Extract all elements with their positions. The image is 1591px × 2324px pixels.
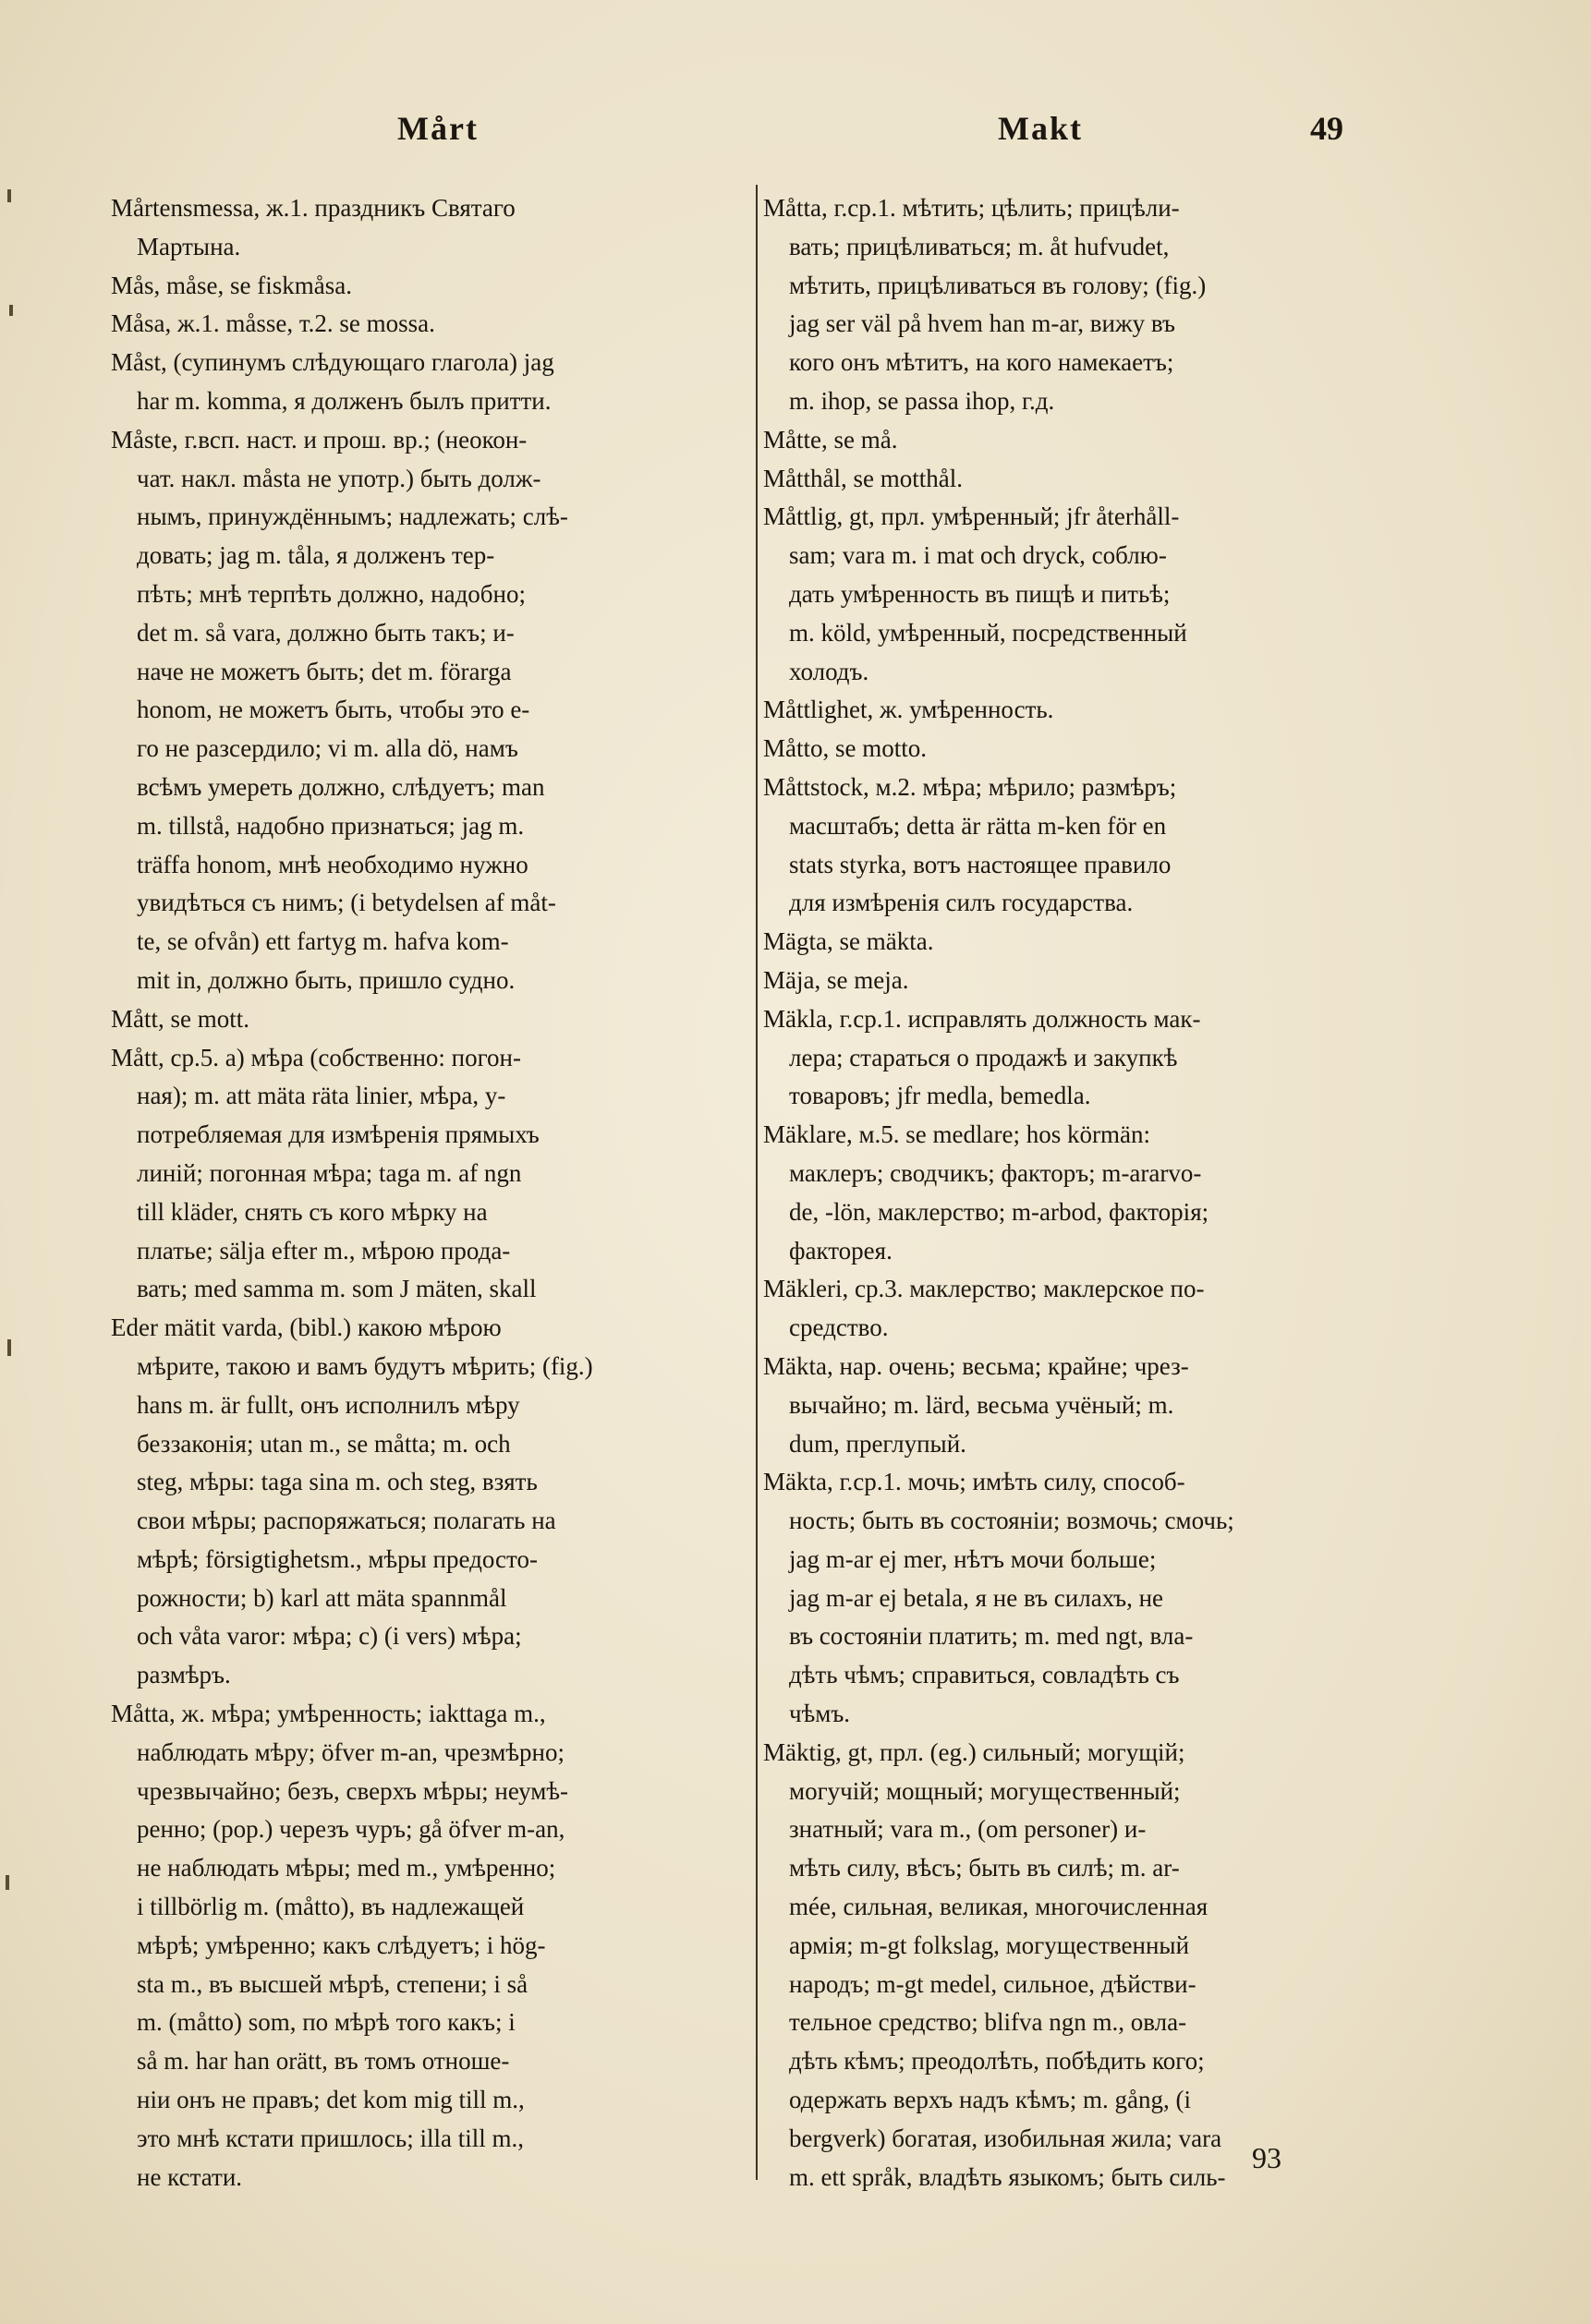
text-line: Måst, (супинумъ слѣдующаго глагола) jag [111, 348, 554, 377]
text-line: det m. så vara, должно быть такъ; и- [137, 618, 515, 647]
text-line: m. (måtto) som, по мѣрѣ того какъ; i [137, 2008, 516, 2037]
text-line: Mägta, se mäkta. [763, 927, 934, 956]
text-line: Mäklare, м.5. se medlare; hos körmän: [763, 1120, 1150, 1149]
text-line: dum, преглупый. [789, 1429, 966, 1458]
text-line: мѣтить, прицѣливаться въ голову; (fig.) [789, 271, 1207, 299]
text-line: пѣть; мнѣ терпѣть должно, надобно; [137, 579, 526, 608]
text-line: народъ; m-gt medel, сильное, дѣйстви- [789, 1969, 1196, 1998]
text-line: Måttstock, м.2. мѣра; мѣрило; размѣръ; [763, 772, 1177, 801]
text-line: m. tillstå, надобно признаться; jag m. [137, 811, 525, 840]
text-line: ная); m. att mäta räta linier, мѣра, у- [137, 1082, 506, 1110]
text-line: чат. накл. måsta не употр.) быть долж- [137, 464, 541, 492]
text-line: mit in, должно быть, пришло судно. [137, 965, 516, 994]
text-line: mée, сильная, великая, многочисленная [789, 1893, 1208, 1921]
text-line: вать; med samma m. som J mäten, skall [137, 1275, 537, 1303]
text-line: te, se ofvån) ett fartyg m. hafva kom- [137, 927, 509, 956]
running-head-right: Makt [998, 110, 1083, 147]
text-line: въ состояніи платить; m. med ngt, вла- [789, 1622, 1194, 1651]
margin-mark [6, 1875, 9, 1890]
text-line: Mått, ср.5. a) мѣра (собственно: погон- [111, 1043, 521, 1071]
text-line: Mäkta, г.ср.1. мочь; имѣть силу, способ- [763, 1468, 1185, 1496]
text-line: m. ihop, se passa ihop, г.д. [789, 386, 1055, 415]
text-line: jag m-ar ej betala, я не въ силахъ, не [789, 1583, 1164, 1612]
text-line: не кстати. [137, 2162, 243, 2191]
column-divider [756, 185, 758, 2180]
text-line: рожности; b) karl att mäta spannmål [137, 1583, 507, 1612]
text-line: Mäja, se meja. [763, 965, 909, 994]
text-line: свои мѣры; распоряжаться; полагать на [137, 1507, 556, 1535]
text-line: увидѣться съ нимъ; (i betydelsen af måt- [137, 889, 556, 917]
text-line: Mäkleri, ср.3. маклерство; маклерское по- [763, 1275, 1205, 1303]
text-line: линій; погонная мѣра; taga m. af ngn [137, 1158, 522, 1187]
text-line: дать умѣренность въ пищѣ и питьѣ; [789, 579, 1171, 608]
text-line: лера; стараться о продажѣ и закупкѣ [789, 1043, 1178, 1071]
text-line: довать; jag m. tåla, я долженъ тер- [137, 541, 495, 570]
text-line: кого онъ мѣтитъ, на кого намекаетъ; [789, 348, 1174, 377]
text-line: Måsa, ж.1. måsse, т.2. se mossa. [111, 309, 435, 338]
text-line: тельное средство; blifva ngn m., овла- [789, 2008, 1187, 2037]
text-line: honom, не можетъ быть, чтобы это е- [137, 696, 530, 724]
text-line: hans m. är fullt, онъ исполнилъ мѣру [137, 1390, 520, 1419]
text-line: Måtto, se motto. [763, 734, 927, 763]
text-line: Måtta, г.ср.1. мѣтить; цѣлить; прицѣли- [763, 194, 1180, 222]
text-line: вать; прицѣливаться; m. åt hufvudet, [789, 232, 1170, 260]
text-line: Måttlighet, ж. умѣренность. [763, 696, 1054, 724]
text-line: чѣмъ. [789, 1700, 851, 1728]
text-line: stats styrka, вотъ настоящее правило [789, 850, 1172, 878]
text-line: дѣть чѣмъ; справиться, совладѣть съ [789, 1661, 1180, 1689]
margin-mark [7, 189, 11, 202]
text-line: вычайно; m. lärd, весьма учёный; m. [789, 1390, 1174, 1419]
text-line: мѣть силу, вѣсъ; быть въ силѣ; m. ar- [789, 1854, 1180, 1882]
text-line: потребляемая для измѣренія прямыхъ [137, 1120, 540, 1149]
text-line: наче не можетъ быть; det m. förarga [137, 657, 512, 685]
text-line: Måste, г.всп. наст. и прош. вр.; (неокон- [111, 425, 528, 454]
text-line: для измѣренія силъ государства. [789, 889, 1134, 917]
text-line: средство. [789, 1313, 889, 1342]
text-line: это мнѣ кстати пришлось; illa till m., [137, 2124, 524, 2152]
text-line: Måttlig, gt, прл. умѣренный; jfr återhåll- [763, 502, 1180, 531]
text-line: Mårtensmessa, ж.1. праздникъ Святаго [111, 194, 516, 222]
text-line: мѣрѣ; försigtighetsm., мѣры предосто- [137, 1544, 538, 1573]
left-column [111, 189, 739, 2197]
margin-mark [9, 305, 13, 316]
text-line: Eder mätit varda, (bibl.) какою мѣрою [111, 1313, 502, 1342]
signature-mark: 93 [1252, 2141, 1281, 2174]
text-line: дѣть кѣмъ; преодолѣть, побѣдить кого; [789, 2047, 1205, 2076]
text-line: холодъ. [789, 657, 869, 685]
text-line: маклеръ; сводчикъ; факторъ; m-ararvo- [789, 1158, 1202, 1187]
text-line: могучій; мощный; могущественный; [789, 1776, 1181, 1805]
text-line: знатный; vara m., (om personer) и- [789, 1815, 1147, 1844]
text-line: i tillbörlig m. (måtto), въ надлежащей [137, 1893, 525, 1921]
text-line: till kläder, снять съ кого мѣрку на [137, 1197, 488, 1226]
text-line: наблюдать мѣру; öfver m-an, чрезмѣрно; [137, 1737, 565, 1766]
text-line: ность; быть въ состояніи; возмочь; смочь; [789, 1507, 1234, 1535]
text-line: sta m., въ высшей мѣрѣ, степени; i så [137, 1969, 528, 1998]
margin-mark [7, 1339, 11, 1356]
text-line: ніи онъ не правъ; det kom mig till m., [137, 2086, 525, 2114]
text-line: всѣмъ умереть должно, слѣдуетъ; man [137, 772, 545, 801]
page-number: 49 [1310, 110, 1343, 147]
text-line: sam; vara m. i mat och dryck, соблю- [789, 541, 1167, 570]
text-line: så m. har han orätt, въ томъ отноше- [137, 2047, 510, 2076]
text-line: bergverk) богатая, изобильная жила; vara [789, 2124, 1222, 2152]
text-line: de, -lön, маклерство; m-arbod, факторія; [789, 1197, 1209, 1226]
text-line: Måtte, se må. [763, 425, 898, 454]
text-line: Måtthål, se motthål. [763, 464, 963, 492]
text-line: размѣръ. [137, 1661, 231, 1689]
text-line: m. köld, умѣренный, посредственный [789, 618, 1187, 647]
running-head-left: Mårt [397, 110, 479, 147]
text-line: мѣрѣ; умѣренно; какъ слѣдуетъ; i hög- [137, 1931, 546, 1959]
text-line: нымъ, принуждённымъ; надлежать; слѣ- [137, 502, 568, 531]
text-line: факторея. [789, 1236, 893, 1265]
text-line: не наблюдать мѣры; med m., умѣренно; [137, 1854, 556, 1882]
text-line: беззаконія; utan m., se måtta; m. och [137, 1429, 511, 1458]
text-line: платье; sälja efter m., мѣрою прода- [137, 1236, 511, 1265]
text-line: одержать верхъ надъ кѣмъ; m. gång, (i [789, 2086, 1191, 2114]
text-line: го не разсердило; vi m. alla dö, намъ [137, 734, 518, 763]
text-line: Mäktig, gt, прл. (eg.) сильный; могущій; [763, 1737, 1185, 1766]
text-line: ренно; (pop.) черезъ чуръ; gå öfver m-an, [137, 1815, 565, 1844]
right-column [763, 189, 1391, 2197]
text-line: Mäkla, г.ср.1. исправлять должность мак- [763, 1004, 1201, 1033]
text-line: steg, мѣры: taga sina m. och steg, взять [137, 1468, 538, 1496]
text-line: товаровъ; jfr medla, bemedla. [789, 1082, 1091, 1110]
text-line: m. ett språk, владѣть языкомъ; быть силь- [789, 2162, 1226, 2191]
text-line: jag m-ar ej mer, нѣтъ мочи больше; [789, 1544, 1157, 1573]
text-line: Mås, måse, se fiskmåsa. [111, 271, 352, 299]
text-line: Mäkta, нар. очень; весьма; крайне; чрез- [763, 1351, 1189, 1380]
text-line: har m. komma, я долженъ былъ притти. [137, 386, 552, 415]
text-line: träffa honom, мнѣ необходимо нужно [137, 850, 528, 878]
text-line: мѣрите, такою и вамъ будутъ мѣрить; (fig.) [137, 1351, 593, 1380]
text-line: och våta varor: мѣра; c) (i vers) мѣра; [137, 1622, 522, 1651]
text-line: Måtta, ж. мѣра; умѣренность; iakttaga m., [111, 1700, 546, 1728]
text-line: армія; m-gt folkslag, могущественный [789, 1931, 1190, 1959]
text-line: Мартына. [137, 232, 241, 260]
text-line: jag ser väl på hvem han m-ar, вижу въ [789, 309, 1175, 338]
text-line: масштабъ; detta är rätta m-ken för en [789, 811, 1167, 840]
text-line: Mått, se mott. [111, 1004, 249, 1033]
text-line: чрезвычайно; безъ, сверхъ мѣры; неумѣ- [137, 1776, 569, 1805]
